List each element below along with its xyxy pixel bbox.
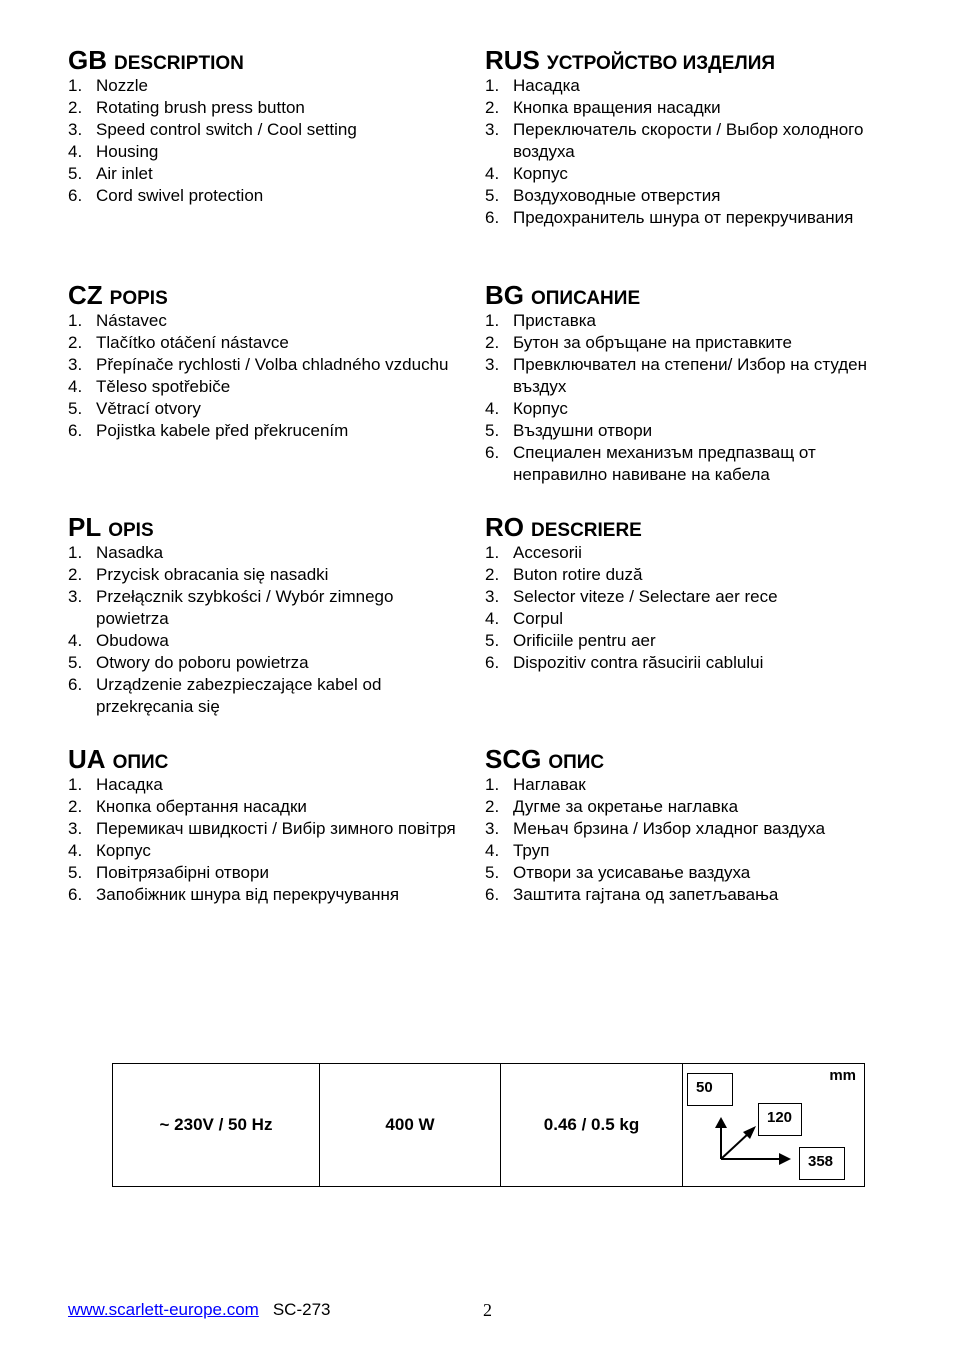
list-item — [68, 564, 468, 586]
parts-list — [485, 310, 885, 486]
parts-list — [68, 774, 468, 906]
item-text: Orificiile pentru aer — [513, 631, 656, 650]
item-number: 4. — [485, 399, 500, 418]
item-number: 6. — [485, 885, 500, 904]
section-gb — [68, 45, 468, 207]
section-rus — [485, 45, 885, 229]
item-text: Въздушни отвори — [513, 421, 653, 440]
item-number: 1. — [68, 76, 83, 95]
item-number: 1. — [485, 543, 500, 562]
language-code: PL — [68, 512, 102, 542]
item-number: 5. — [68, 399, 83, 418]
item-text: Корпус — [513, 164, 568, 183]
item-number: 3. — [68, 819, 83, 838]
list-item — [68, 630, 468, 652]
section-name: DESCRIERE — [531, 520, 642, 541]
section-heading — [485, 512, 885, 542]
item-text: Obudowa — [96, 631, 169, 650]
section-name: POPIS — [109, 288, 168, 309]
model-number: SC-273 — [272, 1300, 331, 1319]
list-item — [68, 586, 468, 630]
list-item — [485, 207, 885, 229]
item-number: 3. — [68, 120, 83, 139]
list-item — [68, 163, 468, 185]
item-number: 5. — [485, 863, 500, 882]
section-cz — [68, 280, 468, 442]
item-text: Housing — [96, 142, 159, 161]
item-number: 5. — [68, 164, 83, 183]
specs-table — [112, 1063, 865, 1187]
item-text: Отвори за усисавање ваздуха — [513, 863, 751, 882]
section-ua — [68, 744, 468, 906]
item-number: 1. — [68, 311, 83, 330]
list-item — [68, 884, 468, 906]
section-name: ОПИСАНИЕ — [531, 288, 641, 309]
list-item — [485, 398, 885, 420]
list-item — [485, 586, 885, 608]
dimension-depth-label: 120 — [758, 1103, 802, 1136]
item-number: 4. — [68, 377, 83, 396]
item-text: Кнопка обертання насадки — [96, 797, 307, 816]
item-text: Nástavec — [96, 311, 167, 330]
item-number: 2. — [68, 98, 83, 117]
item-text: Запобіжник шнура від перекручування — [96, 885, 400, 904]
section-name: DESCRIPTION — [114, 53, 244, 74]
item-text: Nasadka — [96, 543, 164, 562]
list-item — [68, 185, 468, 207]
list-item — [485, 862, 885, 884]
item-text: Насадка — [96, 775, 163, 794]
list-item — [68, 119, 468, 141]
list-item — [485, 630, 885, 652]
dimension-unit: mm — [829, 1067, 856, 1084]
list-item — [485, 774, 885, 796]
language-code: SCG — [485, 744, 542, 774]
item-number: 6. — [68, 675, 83, 694]
item-text: Труп — [513, 841, 550, 860]
item-text: Air inlet — [96, 164, 153, 183]
item-text: Cord swivel protection — [96, 186, 264, 205]
item-text: Těleso spotřebiče — [96, 377, 231, 396]
item-text: Корпус — [96, 841, 151, 860]
section-heading — [485, 744, 885, 774]
item-number: 5. — [485, 186, 500, 205]
item-number: 2. — [485, 565, 500, 584]
item-number: 1. — [485, 775, 500, 794]
item-text: Buton rotire duză — [513, 565, 643, 584]
item-number: 6. — [68, 186, 83, 205]
section-heading — [68, 512, 468, 542]
item-number: 4. — [68, 142, 83, 161]
dimension-height-label: 50 — [687, 1073, 733, 1106]
list-item — [68, 310, 468, 332]
language-code: GB — [68, 45, 107, 75]
parts-list — [485, 75, 885, 229]
item-text: Специален механизъм предпазващ от неправилно навиване на кабела — [513, 443, 816, 484]
item-text: Повітрязабірні отвори — [96, 863, 269, 882]
list-item — [68, 376, 468, 398]
item-number: 2. — [68, 333, 83, 352]
list-item — [68, 75, 468, 97]
item-text: Превключвател на степени/ Избор на студен въздух — [513, 355, 868, 396]
language-code: BG — [485, 280, 524, 310]
list-item — [68, 674, 468, 718]
item-number: 6. — [485, 653, 500, 672]
item-number: 4. — [485, 164, 500, 183]
item-text: Nozzle — [96, 76, 148, 95]
list-item — [485, 442, 885, 486]
item-number: 6. — [68, 885, 83, 904]
item-number: 5. — [485, 421, 500, 440]
section-name: УСТРОЙСТВО ИЗДЕЛИЯ — [546, 53, 776, 74]
item-text: Pojistka kabele před překrucením — [96, 421, 349, 440]
item-number: 3. — [68, 355, 83, 374]
item-number: 1. — [68, 775, 83, 794]
section-scg — [485, 744, 885, 906]
item-text: Větrací otvory — [96, 399, 201, 418]
list-item — [68, 97, 468, 119]
item-number: 3. — [485, 355, 500, 374]
item-text: Urządzenie zabezpieczające kabel od przekręcania się — [96, 675, 382, 716]
list-item — [485, 564, 885, 586]
item-text: Мењач брзина / Избор хладног ваздуха — [513, 819, 826, 838]
item-text: Rotating brush press button — [96, 98, 305, 117]
item-text: Кнопка вращения насадки — [513, 98, 721, 117]
website-link[interactable]: www.scarlett-europe.com — [68, 1300, 259, 1319]
dimensions-cell — [683, 1064, 864, 1186]
section-heading — [68, 744, 468, 774]
item-text: Предохранитель шнура от перекручивания — [513, 208, 854, 227]
list-item — [485, 840, 885, 862]
language-code: RO — [485, 512, 524, 542]
item-number: 1. — [485, 311, 500, 330]
item-text: Corpul — [513, 609, 564, 628]
item-text: Приставка — [513, 311, 597, 330]
item-number: 4. — [485, 609, 500, 628]
item-number: 3. — [485, 587, 500, 606]
list-item — [485, 163, 885, 185]
list-item — [485, 884, 885, 906]
item-text: Бутон за обръщане на приставките — [513, 333, 792, 352]
item-text: Воздуховодные отверстия — [513, 186, 721, 205]
list-item — [485, 608, 885, 630]
section-bg — [485, 280, 885, 486]
item-text: Tlačítko otáčení nástavce — [96, 333, 289, 352]
item-number: 2. — [68, 797, 83, 816]
item-number: 4. — [68, 631, 83, 650]
list-item — [68, 332, 468, 354]
dimension-width-label: 358 — [799, 1147, 845, 1180]
item-number: 3. — [485, 819, 500, 838]
list-item — [485, 310, 885, 332]
parts-list — [68, 75, 468, 207]
item-number: 1. — [485, 76, 500, 95]
item-text: Selector viteze / Selectare aer rece — [513, 587, 778, 606]
item-text: Дугме за окретање наглавка — [513, 797, 739, 816]
section-heading — [485, 45, 885, 75]
list-item — [485, 332, 885, 354]
page-number: 2 — [483, 1300, 492, 1320]
item-number: 3. — [485, 120, 500, 139]
section-heading — [68, 280, 468, 310]
section-heading — [68, 45, 468, 75]
section-ro — [485, 512, 885, 674]
list-item — [68, 354, 468, 376]
list-item — [485, 542, 885, 564]
list-item — [485, 796, 885, 818]
list-item — [68, 796, 468, 818]
list-item — [485, 75, 885, 97]
section-heading — [485, 280, 885, 310]
item-number: 3. — [68, 587, 83, 606]
language-code: RUS — [485, 45, 540, 75]
item-number: 2. — [485, 98, 500, 117]
list-item — [68, 141, 468, 163]
parts-list — [485, 542, 885, 674]
list-item — [485, 652, 885, 674]
section-name: ОПИС — [548, 752, 605, 773]
item-number: 5. — [68, 653, 83, 672]
language-code: CZ — [68, 280, 103, 310]
item-number: 5. — [485, 631, 500, 650]
list-item — [68, 862, 468, 884]
item-text: Перемикач швидкості / Вибір зимного повітря — [96, 819, 456, 838]
item-text: Přepínače rychlosti / Volba chladného vzduchu — [96, 355, 449, 374]
item-number: 1. — [68, 543, 83, 562]
list-item — [68, 398, 468, 420]
list-item — [485, 354, 885, 398]
section-pl — [68, 512, 468, 718]
list-item — [68, 774, 468, 796]
item-text: Przełącznik szybkości / Wybór zimnego powietrza — [96, 587, 394, 628]
list-item — [485, 818, 885, 840]
language-code: UA — [68, 744, 106, 774]
list-item — [485, 185, 885, 207]
item-text: Переключатель скорости / Выбор холодного воздуха — [513, 120, 864, 161]
item-number: 6. — [68, 421, 83, 440]
item-text: Корпус — [513, 399, 568, 418]
item-text: Наглавак — [513, 775, 586, 794]
list-item — [68, 420, 468, 442]
voltage-cell: ~ 230V / 50 Hz — [113, 1064, 320, 1186]
item-text: Dispozitiv contra răsucirii cablului — [513, 653, 764, 672]
list-item — [485, 420, 885, 442]
section-name: ОПИС — [112, 752, 169, 773]
power-cell: 400 W — [320, 1064, 501, 1186]
section-name: OPIS — [108, 520, 154, 541]
footer — [68, 1300, 330, 1320]
list-item — [68, 652, 468, 674]
item-text: Otwory do poboru powietrza — [96, 653, 309, 672]
item-number: 6. — [485, 443, 500, 462]
item-text: Accesorii — [513, 543, 582, 562]
parts-list — [68, 310, 468, 442]
item-number: 2. — [485, 333, 500, 352]
list-item — [485, 119, 885, 163]
list-item — [485, 97, 885, 119]
item-number: 2. — [68, 565, 83, 584]
list-item — [68, 818, 468, 840]
item-number: 2. — [485, 797, 500, 816]
item-number: 4. — [68, 841, 83, 860]
item-text: Przycisk obracania się nasadki — [96, 565, 329, 584]
item-text: Speed control switch / Cool setting — [96, 120, 357, 139]
parts-list — [485, 774, 885, 906]
item-number: 4. — [485, 841, 500, 860]
parts-list — [68, 542, 468, 718]
item-number: 5. — [68, 863, 83, 882]
weight-cell: 0.46 / 0.5 kg — [501, 1064, 683, 1186]
item-text: Заштита гајтана од запетљавања — [513, 885, 779, 904]
list-item — [68, 542, 468, 564]
list-item — [68, 840, 468, 862]
item-text: Насадка — [513, 76, 580, 95]
item-number: 6. — [485, 208, 500, 227]
